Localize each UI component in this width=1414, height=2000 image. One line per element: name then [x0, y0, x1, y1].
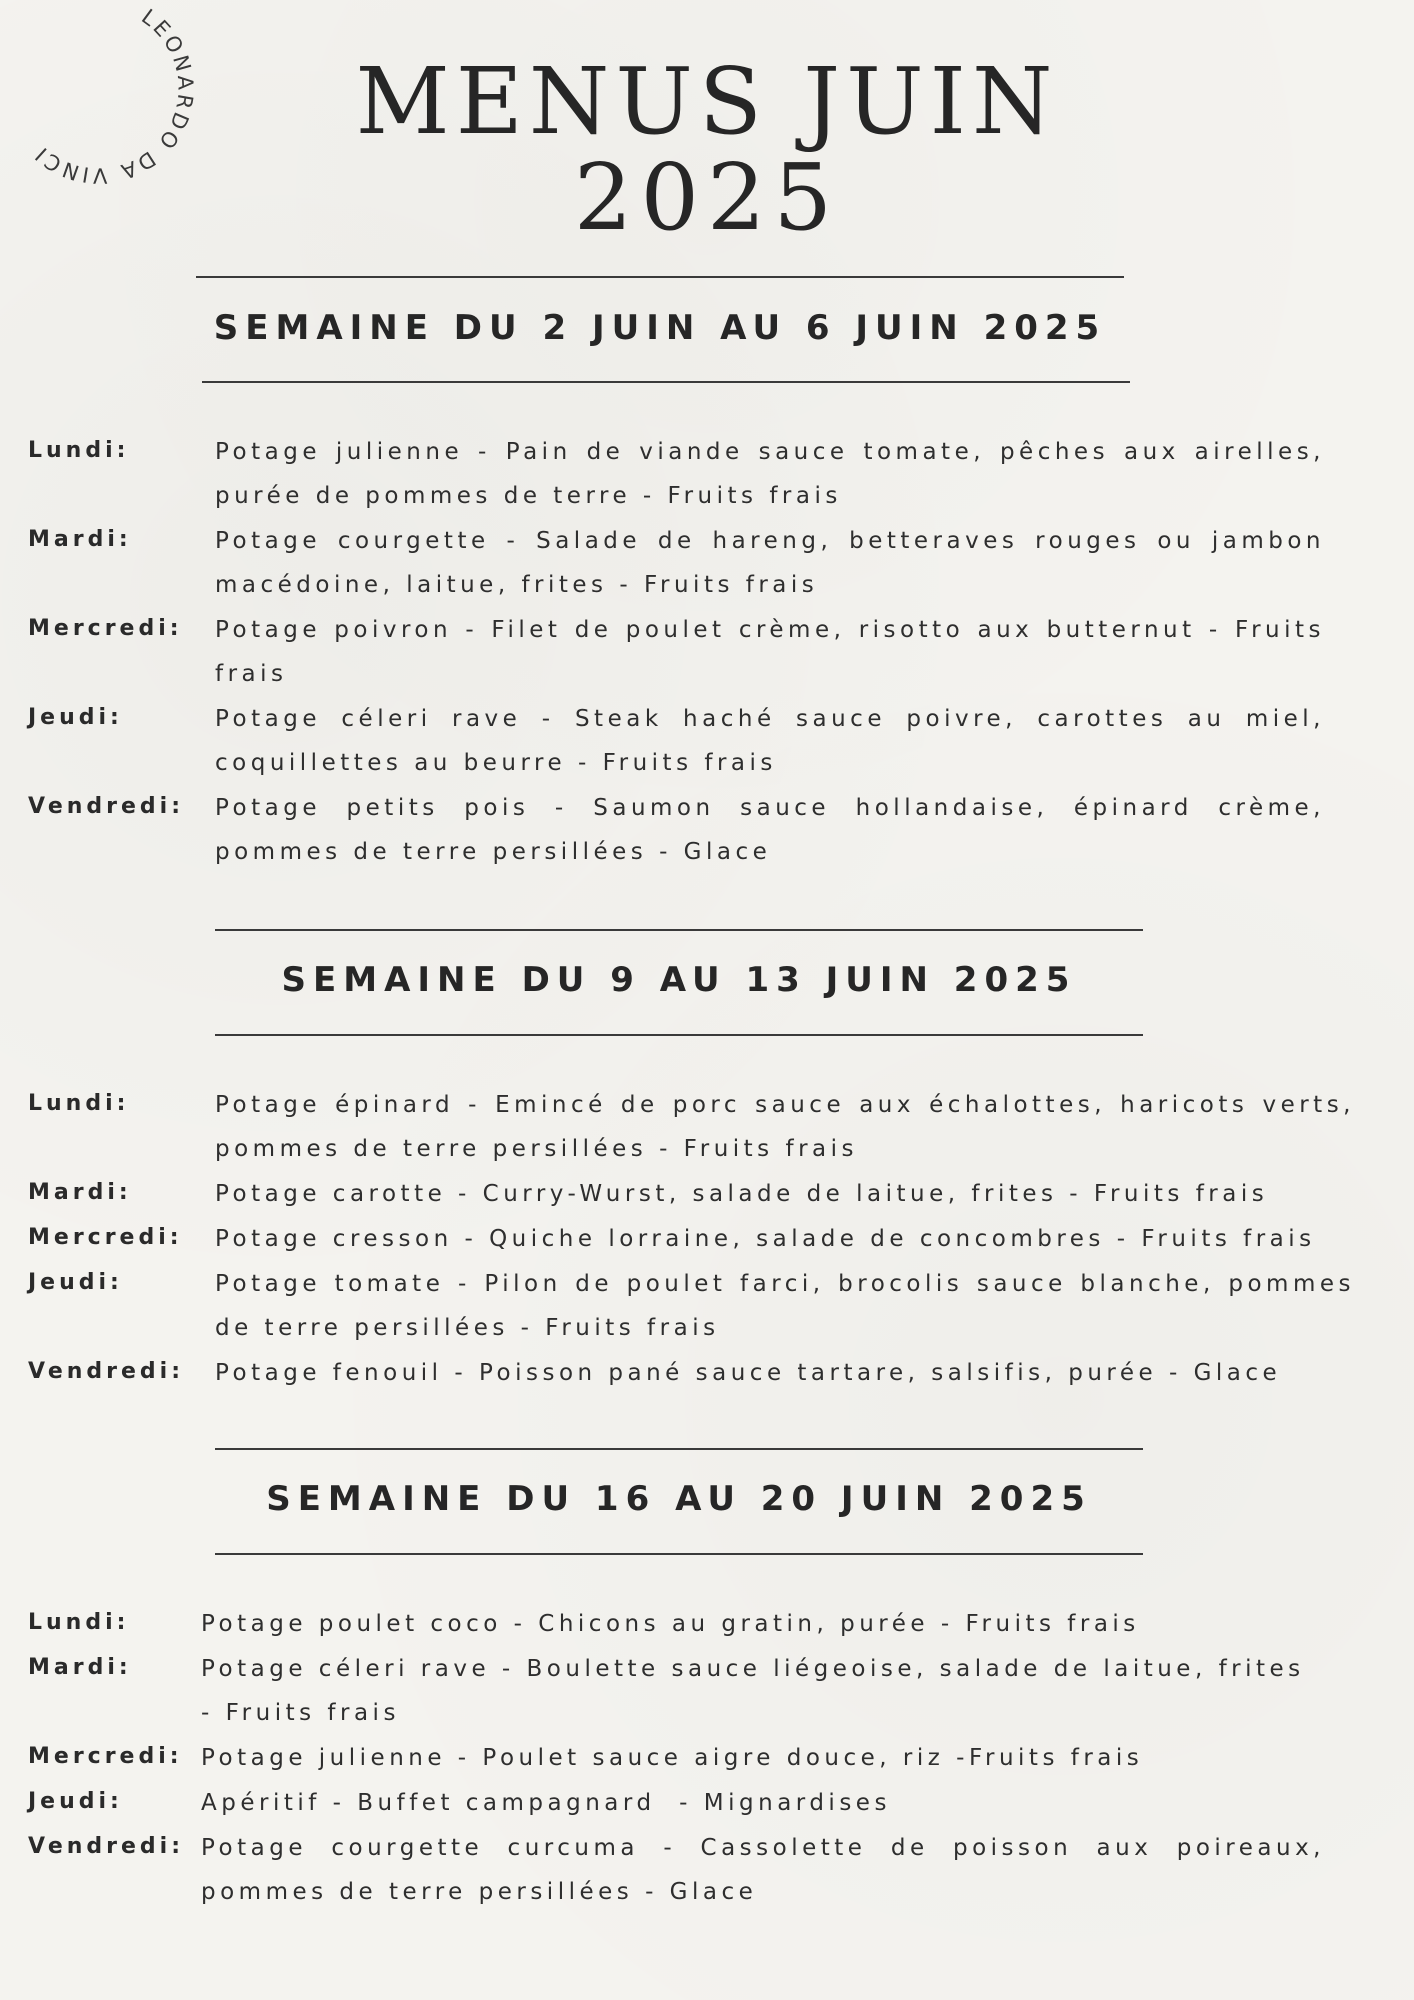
meal-text: Potage poulet coco - Chicons au gratin, purée - Fruits frais — [201, 1611, 1140, 1637]
meal-text: Potage cresson - Quiche lorraine, salade de concombres - Fruits frais — [215, 1226, 1316, 1252]
divider — [202, 381, 1130, 383]
day-label: Jeudi: — [28, 1270, 123, 1295]
meal-text: Potage fenouil - Poisson pané sauce tartare, salsifis, purée - Glace — [215, 1360, 1282, 1386]
divider — [215, 1034, 1143, 1036]
day-label: Vendredi: — [28, 1834, 185, 1859]
day-label: Mercredi: — [28, 1744, 183, 1769]
day-label: Mardi: — [28, 1655, 132, 1680]
week-3-heading: SEMAINE DU 16 AU 20 JUIN 2025 — [266, 1479, 1092, 1519]
meal-text: Potage tomate - Pilon de poulet farci, brocolis sauce blanche, pommes de terre persillées - Fruits frais — [215, 1271, 1355, 1341]
day-label: Vendredi: — [28, 1359, 185, 1384]
meal-text: Potage courgette - Salade de hareng, betteraves rouges ou jambon macédoine, laitue, frites - Fruits frais — [215, 528, 1325, 598]
day-label: Mardi: — [28, 527, 132, 552]
day-label: Mardi: — [28, 1180, 132, 1205]
meal-text: Potage céleri rave - Boulette sauce liégeoise, salade de laitue, frites - Fruits frais — [201, 1656, 1305, 1726]
week-2-heading: SEMAINE DU 9 AU 13 JUIN 2025 — [281, 960, 1077, 1000]
meal-text: Potage julienne - Poulet sauce aigre douce, riz -Fruits frais — [201, 1745, 1144, 1771]
logo-text: LEONARDO DA VINCI — [28, 4, 198, 188]
meal-text: Potage petits pois - Saumon sauce hollandaise, épinard crème, pommes de terre persillées - Glace — [215, 795, 1325, 865]
meal-text: Potage épinard - Emincé de porc sauce aux échalottes, haricots verts, pommes de terre persillées - Fruits frais — [215, 1092, 1355, 1162]
day-label: Vendredi: — [28, 794, 185, 819]
day-label: Jeudi: — [28, 705, 123, 730]
meal-text: Potage julienne - Pain de viande sauce tomate, pêches aux airelles, purée de pommes de terre - Fruits frais — [215, 439, 1325, 509]
day-label: Lundi: — [28, 438, 130, 463]
meal-text: Potage céleri rave - Steak haché sauce poivre, carottes au miel, coquillettes au beurre - Fruits frais — [215, 706, 1325, 776]
page-title-line1: MENUS JUIN — [355, 48, 1059, 155]
day-label: Lundi: — [28, 1610, 130, 1635]
divider — [215, 929, 1143, 931]
divider — [215, 1553, 1143, 1555]
day-label: Mercredi: — [28, 616, 183, 641]
leonardo-da-vinci-logo — [0, 0, 230, 230]
meal-text: Apéritif - Buffet campagnard - Mignardises — [201, 1790, 891, 1816]
day-label: Mercredi: — [28, 1225, 183, 1250]
meal-text: Potage carotte - Curry-Wurst, salade de laitue, frites - Fruits frais — [215, 1181, 1269, 1207]
day-label: Jeudi: — [28, 1789, 123, 1814]
divider — [215, 1448, 1143, 1450]
page-title-line2: 2025 — [573, 144, 841, 251]
meal-text: Potage poivron - Filet de poulet crème, risotto aux butternut - Fruits frais — [215, 617, 1325, 687]
day-label: Lundi: — [28, 1091, 130, 1116]
week-1-heading: SEMAINE DU 2 JUIN AU 6 JUIN 2025 — [213, 308, 1107, 348]
meal-text: Potage courgette curcuma - Cassolette de poisson aux poireaux, pommes de terre persillées - Glace — [201, 1835, 1325, 1905]
divider — [196, 276, 1124, 278]
